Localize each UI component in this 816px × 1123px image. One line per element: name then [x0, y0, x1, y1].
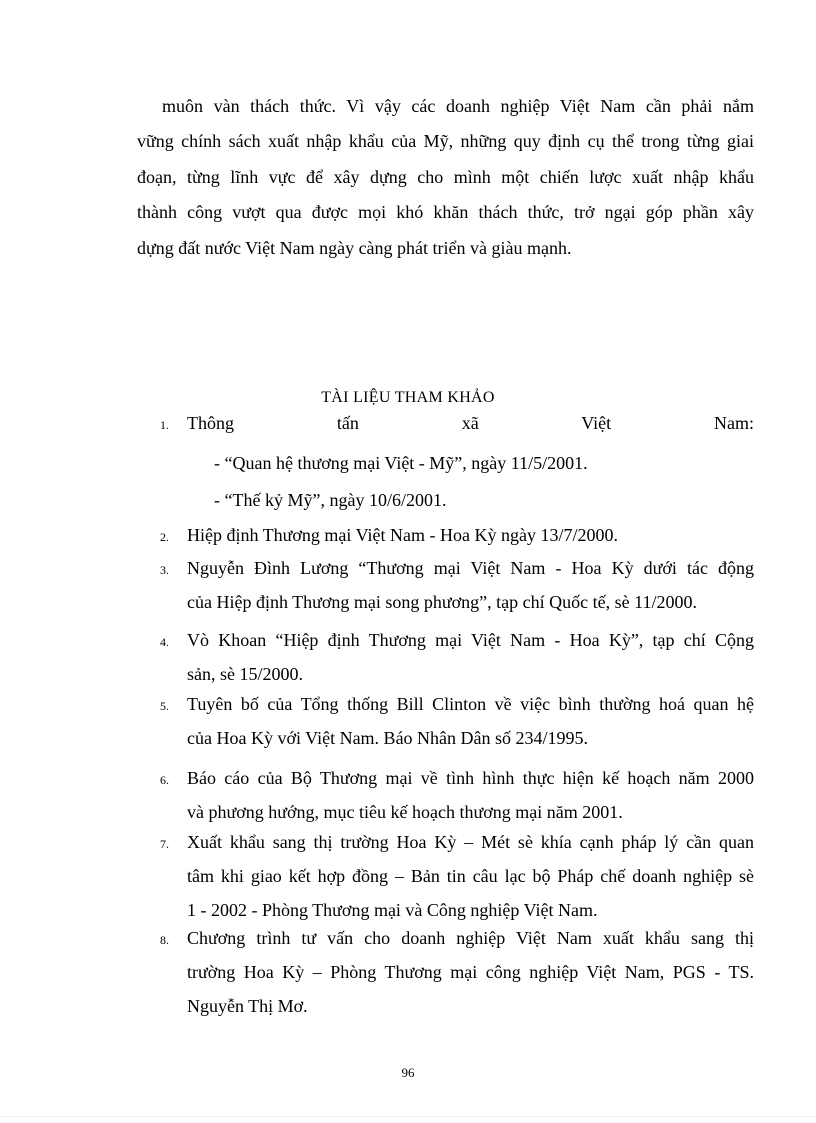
page-number: 96: [401, 1065, 415, 1080]
reference-number: 7.: [160, 837, 169, 851]
page-bottom-rule: [0, 1116, 816, 1117]
paragraph-line: đoạn, từng lĩnh vực để xây dựng cho mình một chiến lược xuất nhập khẩu: [137, 166, 754, 187]
reference-line: Chương trình tư vấn cho doanh nghiệp Việt Nam xuất khẩu sang thị: [187, 928, 754, 948]
reference-line: Tuyên bố của Tổng thống Bill Clinton về việc bình thường hoá quan hệ: [187, 694, 754, 714]
reference-line: của Hoa Kỳ với Việt Nam. Báo Nhân Dân số 234/1995.: [187, 728, 589, 748]
reference-number: 8.: [160, 933, 169, 947]
reference-number: 1.: [160, 418, 169, 432]
reference-line: Nguyễn Thị Mơ.: [187, 996, 308, 1016]
reference-line: của Hiệp định Thương mại song phương”, tạp chí Quốc tế, sè 11/2000.: [187, 592, 697, 612]
paragraph-line: thành công vượt qua được mọi khó khăn thách thức, trở ngại góp phần xây: [137, 202, 754, 223]
paragraph-line: dựng đất nước Việt Nam ngày càng phát triển và giàu mạnh.: [137, 237, 572, 258]
reference-subitem: - “Thế kỷ Mỹ”, ngày 10/6/2001.: [214, 490, 447, 510]
reference-line: Nguyễn Đình Lương “Thương mại Việt Nam - Hoa Kỳ dưới tác động: [187, 558, 754, 578]
reference-line: Báo cáo của Bộ Thương mại về tình hình thực hiện kế hoạch năm 2000: [187, 768, 754, 788]
paragraph-line: vững chính sách xuất nhập khẩu của Mỹ, những quy định cụ thể trong từng giai: [137, 131, 754, 152]
reference-line: Vò Khoan “Hiệp định Thương mại Việt Nam - Hoa Kỳ”, tạp chí Cộng: [187, 630, 754, 650]
paragraph-line: muôn vàn thách thức. Vì vậy các doanh nghiệp Việt Nam cần phải nắm: [162, 96, 754, 116]
reference-number: 4.: [160, 635, 169, 649]
reference-line: sản, sè 15/2000.: [187, 664, 303, 684]
reference-line: 1 - 2002 - Phòng Thương mại và Công nghiệp Việt Nam.: [187, 900, 598, 920]
reference-line: Hiệp định Thương mại Việt Nam - Hoa Kỳ ngày 13/7/2000.: [187, 525, 618, 545]
reference-line: tâm khi giao kết hợp đồng – Bản tin câu lạc bộ Pháp chế doanh nghiệp sè: [187, 866, 754, 886]
reference-number: 3.: [160, 563, 169, 577]
reference-line: và phương hướng, mục tiêu kế hoạch thương mại năm 2001.: [187, 802, 623, 822]
reference-number: 2.: [160, 530, 169, 544]
reference-line: trường Hoa Kỳ – Phòng Thương mại công nghiệp Việt Nam, PGS - TS.: [187, 962, 754, 982]
references-title: TÀI LIỆU THAM KHẢO: [321, 389, 495, 406]
reference-number: 5.: [160, 699, 169, 713]
closing-paragraph: [137, 89, 754, 266]
reference-number: 6.: [160, 773, 169, 787]
reference-subitem: - “Quan hệ thương mại Việt - Mỹ”, ngày 11/5/2001.: [214, 453, 588, 473]
reference-line: Xuất khẩu sang thị trường Hoa Kỳ – Mét sè khía cạnh pháp lý cần quan: [187, 832, 754, 852]
reference-line: Thông tấn xã Việt Nam:: [187, 413, 754, 433]
